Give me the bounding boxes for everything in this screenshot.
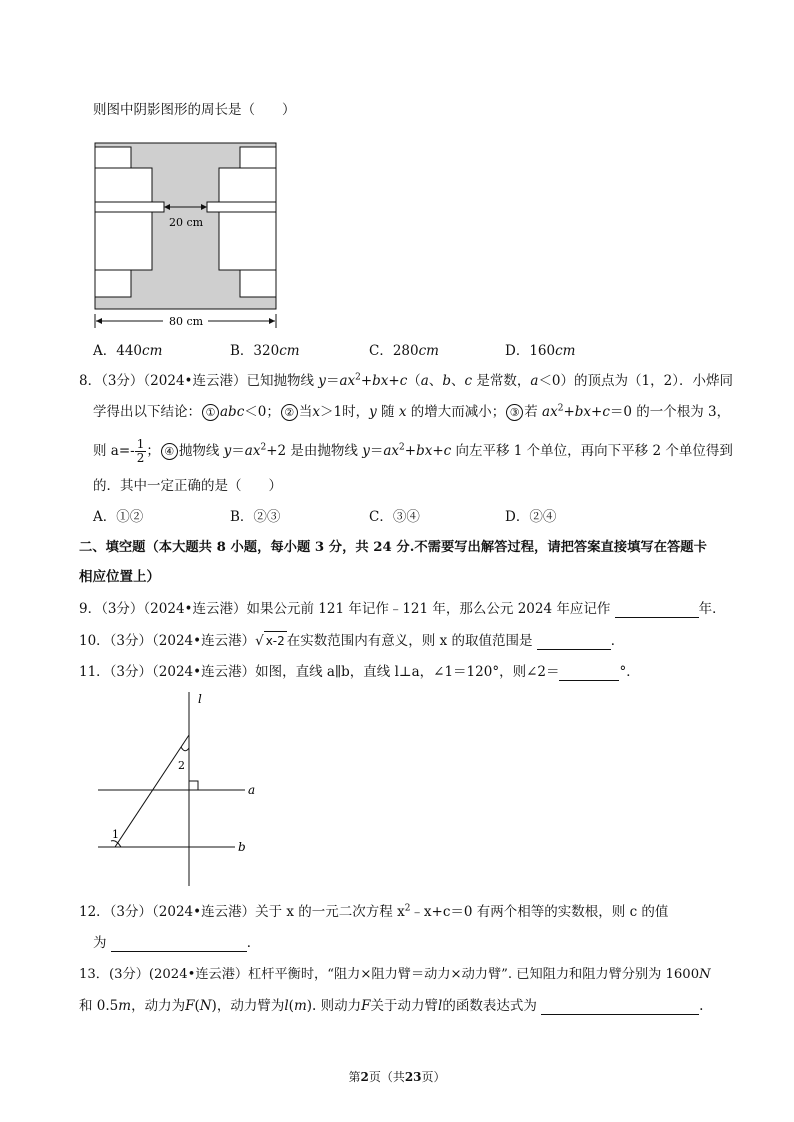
page-footer: 第2页（共23页） [348, 1070, 446, 1084]
q7-stem: 则图中阴影图形的周长是（ ） [93, 102, 296, 118]
q8-option-c: C．③④ [369, 509, 420, 525]
q8-option-a: A．①② [93, 509, 144, 525]
transversal [115, 735, 189, 847]
angle1-label: 1 [112, 828, 119, 841]
q8-line2: 学得出以下结论： ① abc＜0； ② 当x＞1时，y 随 x 的增大而减小； ③ 若 $ax^2+bx+c=0$ 的一个根为 3， [93, 403, 731, 420]
q13-line2: 和 0.5m，动力为F(N)，动力臂为l(m). 则动力F关于动力臂l的函数表达式为 . [79, 998, 704, 1014]
q10: 10．（3分）（2024•连云港）√ x-2 在实数范围内有意义，则 x 的取值范围是 ． [79, 633, 625, 649]
section2-header-line2: 相应位置上） [79, 569, 160, 585]
q7-option-d: D．160cm [505, 343, 576, 359]
q8-line1: 8．（3分）（2024•连云港）已知抛物线 $y=ax^2+bx+c(a$、b、c 是常数，a＜0）的顶点为（1，2）．小烨同 [79, 372, 733, 389]
q11: 11．（3分）（2024•连云港）如图，直线 a∥b，直线 l⊥a，∠1＝120°，则∠2＝ °． [79, 664, 640, 680]
q8-option-d: D．②④ [505, 509, 557, 525]
angle2-label: 2 [178, 759, 185, 772]
q11-figure [90, 690, 265, 890]
q8-option-b: B．②③ [230, 509, 281, 525]
q9: 9．（3分）（2024•连云港）如果公元前 121 年记作﹣121 年，那么公元 2024 年应记作 年． [79, 601, 726, 617]
radical: x-2 [264, 631, 287, 650]
q8-line4: 的．其中一定正确的是（ ） [93, 478, 282, 494]
q7-option-a: A．440cm [93, 343, 163, 359]
q8-line3: 则 a=- $\frac{1}{2}$ ； ④ 抛物线 $y=ax^2+2$ 是由抛物线 $y=ax^2+bx+c$ 向左平移 1 个单位，再向下平移 2 个单位得到 [93, 437, 733, 465]
q7-figure [90, 140, 282, 332]
q7-option-b: B．320cm [230, 343, 300, 359]
gap-label: 20 cm [168, 216, 204, 229]
width-label: 80 cm [168, 315, 204, 328]
label-l: l [198, 692, 202, 706]
q13-line1: 13．(3分）(2024•连云港）杠杆平衡时，“阻力×阻力臂＝动力×动力臂”. 已知阻力和阻力臂分别为 1600N [79, 967, 711, 982]
label-a: a [248, 783, 256, 797]
section2-header-line1: 二、填空题（本大题共 8 小题，每小题 3 分，共 24 分.不需要写出解答过程，请把答案直接填写在答题卡 [79, 540, 707, 555]
fraction-one-half: $\frac{1}{2}$ [136, 437, 145, 465]
q12-line2: 为 ． [93, 935, 261, 951]
q7-option-c: C．280cm [369, 343, 439, 359]
q12-line1: 12．（3分）（2024•连云港）关于 x 的一元二次方程 $x^2﹣x+c=0$ 有两个相等的实数根，则 c 的值 [79, 903, 669, 920]
label-b: b [238, 840, 246, 854]
